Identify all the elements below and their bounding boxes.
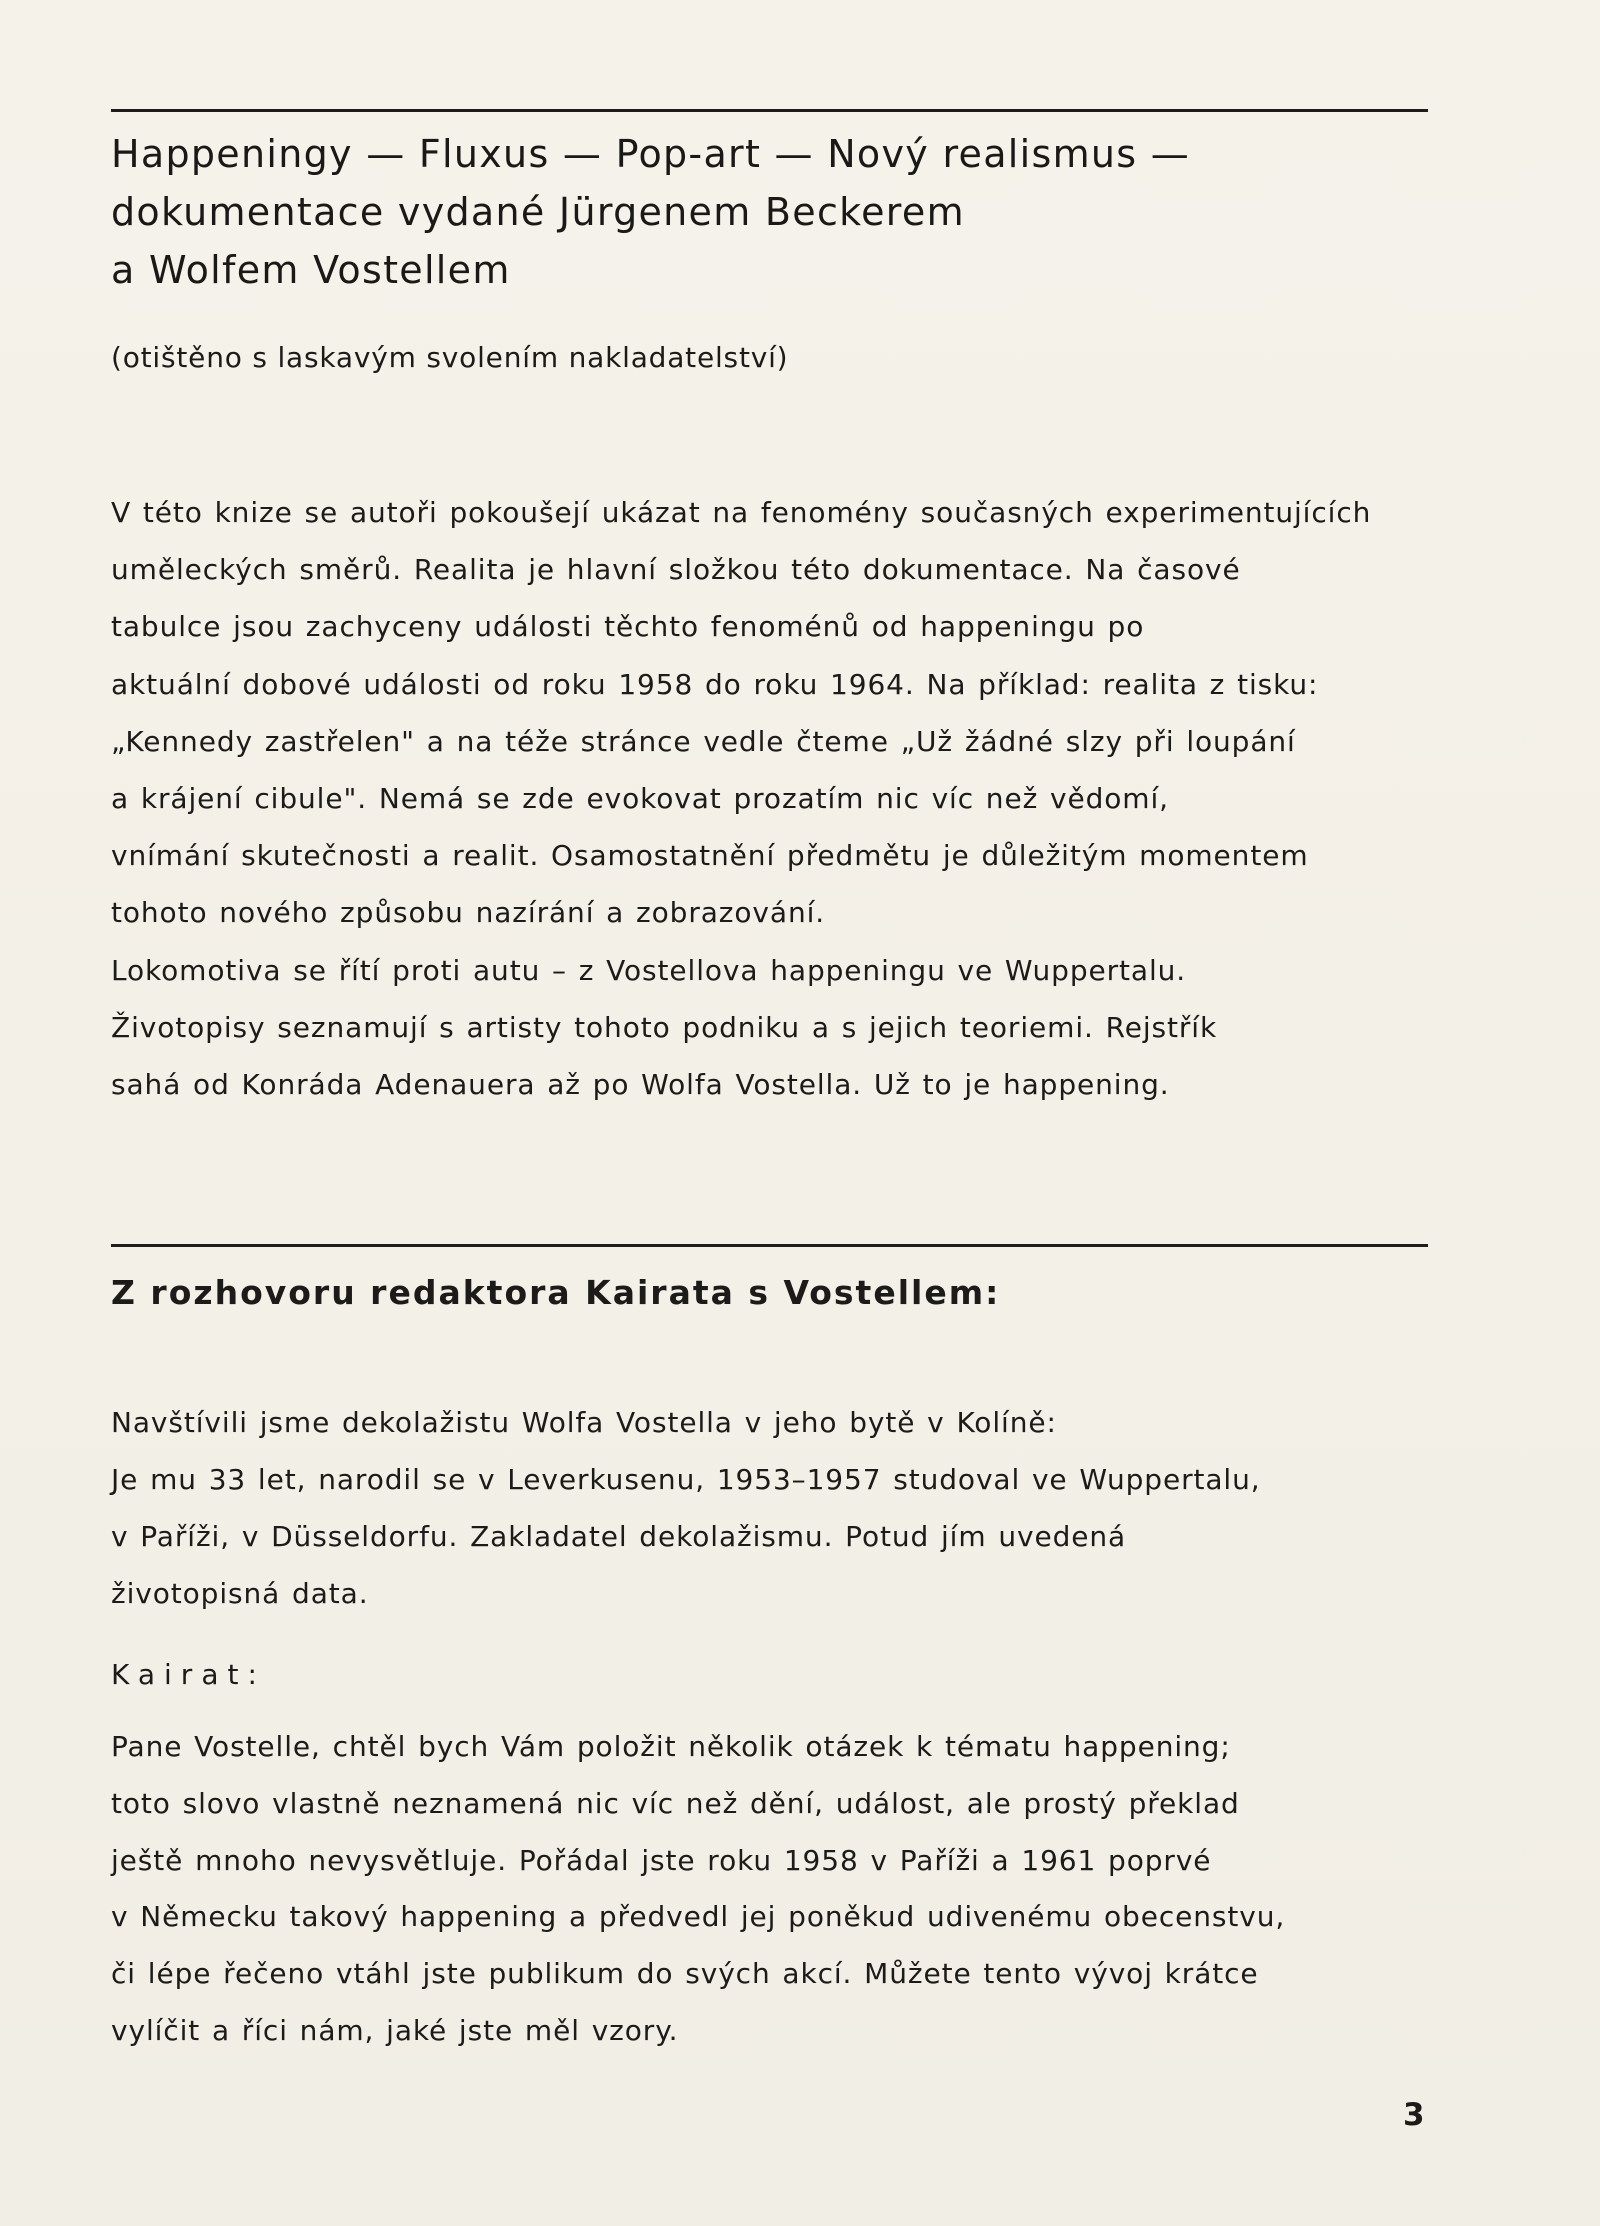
text-line: či lépe řečeno vtáhl jste publikum do svých akcí. Můžete tento vývoj krátce: [111, 1957, 1259, 1991]
text-line: tabulce jsou zachyceny události těchto fenoménů od happeningu po: [111, 610, 1145, 644]
title-line: Happeningy — Fluxus — Pop-art — Nový realismus —: [111, 132, 1191, 176]
text-line: Lokomotiva se řítí proti autu – z Vostellova happeningu ve Wuppertalu.: [111, 953, 1187, 987]
question-paragraph: [111, 1719, 1285, 2060]
text-line: sahá od Konráda Adenauera až po Wolfa Vostella. Už to je happening.: [111, 1068, 1170, 1102]
reprint-note: (otištěno s laskavým svolením nakladatelství): [111, 341, 789, 374]
text-line: Je mu 33 let, narodil se v Leverkusenu, 1953–1957 studoval ve Wuppertalu,: [111, 1463, 1261, 1496]
text-line: Pane Vostelle, chtěl bych Vám položit několik otázek k tématu happening;: [111, 1730, 1231, 1763]
page-title: [111, 125, 1451, 299]
top-rule: [111, 109, 1428, 112]
title-line: dokumentace vydané Jürgenem Beckerem: [111, 190, 965, 234]
title-line: a Wolfem Vostellem: [111, 248, 511, 292]
text-line: Životopisy seznamují s artisty tohoto podniku a s jejich teoriemi. Rejstřík: [111, 1010, 1218, 1044]
text-line: vnímání skutečnosti a realit. Osamostatnění předmětu je důležitým momentem: [111, 839, 1309, 873]
text-line: V této knize se autoři pokoušejí ukázat na fenomény současných experimentujících: [111, 496, 1372, 529]
text-line: toto slovo vlastně neznamená nic víc než dění, událost, ale prostý překlad: [111, 1786, 1240, 1820]
section-rule: [111, 1244, 1428, 1247]
text-line: Navštívili jsme dekolažistu Wolfa Vostella v jeho bytě v Kolíně:: [111, 1406, 1057, 1439]
interview-heading: Z rozhovoru redaktora Kairata s Vostellem:: [111, 1273, 1001, 1312]
text-line: ještě mnoho nevysvětluje. Pořádal jste roku 1958 v Paříži a 1961 poprvé: [111, 1843, 1212, 1877]
intro-paragraph: [111, 484, 1371, 1113]
text-line: životopisná data.: [111, 1577, 369, 1610]
page-number: 3: [1403, 2097, 1425, 2133]
text-line: vylíčit a říci nám, jaké jste měl vzory.: [111, 2013, 679, 2047]
speaker-label: Kairat:: [111, 1658, 266, 1691]
text-line: tohoto nového způsobu nazírání a zobrazování.: [111, 896, 826, 930]
text-line: uměleckých směrů. Realita je hlavní složkou této dokumentace. Na časové: [111, 553, 1241, 587]
text-line: v Německu takový happening a předvedl jej poněkud udivenému obecenstvu,: [111, 1900, 1286, 1934]
text-line: aktuální dobové události od roku 1958 do roku 1964. Na příklad: realita z tisku:: [111, 667, 1319, 701]
text-line: v Paříži, v Düsseldorfu. Zakladatel dekolažismu. Potud jím uvedená: [111, 1520, 1127, 1553]
text-line: „Kennedy zastřelen" a na téže stránce vedle čteme „Už žádné slzy při loupání: [111, 724, 1296, 758]
visit-paragraph: [111, 1394, 1261, 1622]
text-line: a krájení cibule". Nemá se zde evokovat prozatím nic víc než vědomí,: [111, 782, 1169, 816]
